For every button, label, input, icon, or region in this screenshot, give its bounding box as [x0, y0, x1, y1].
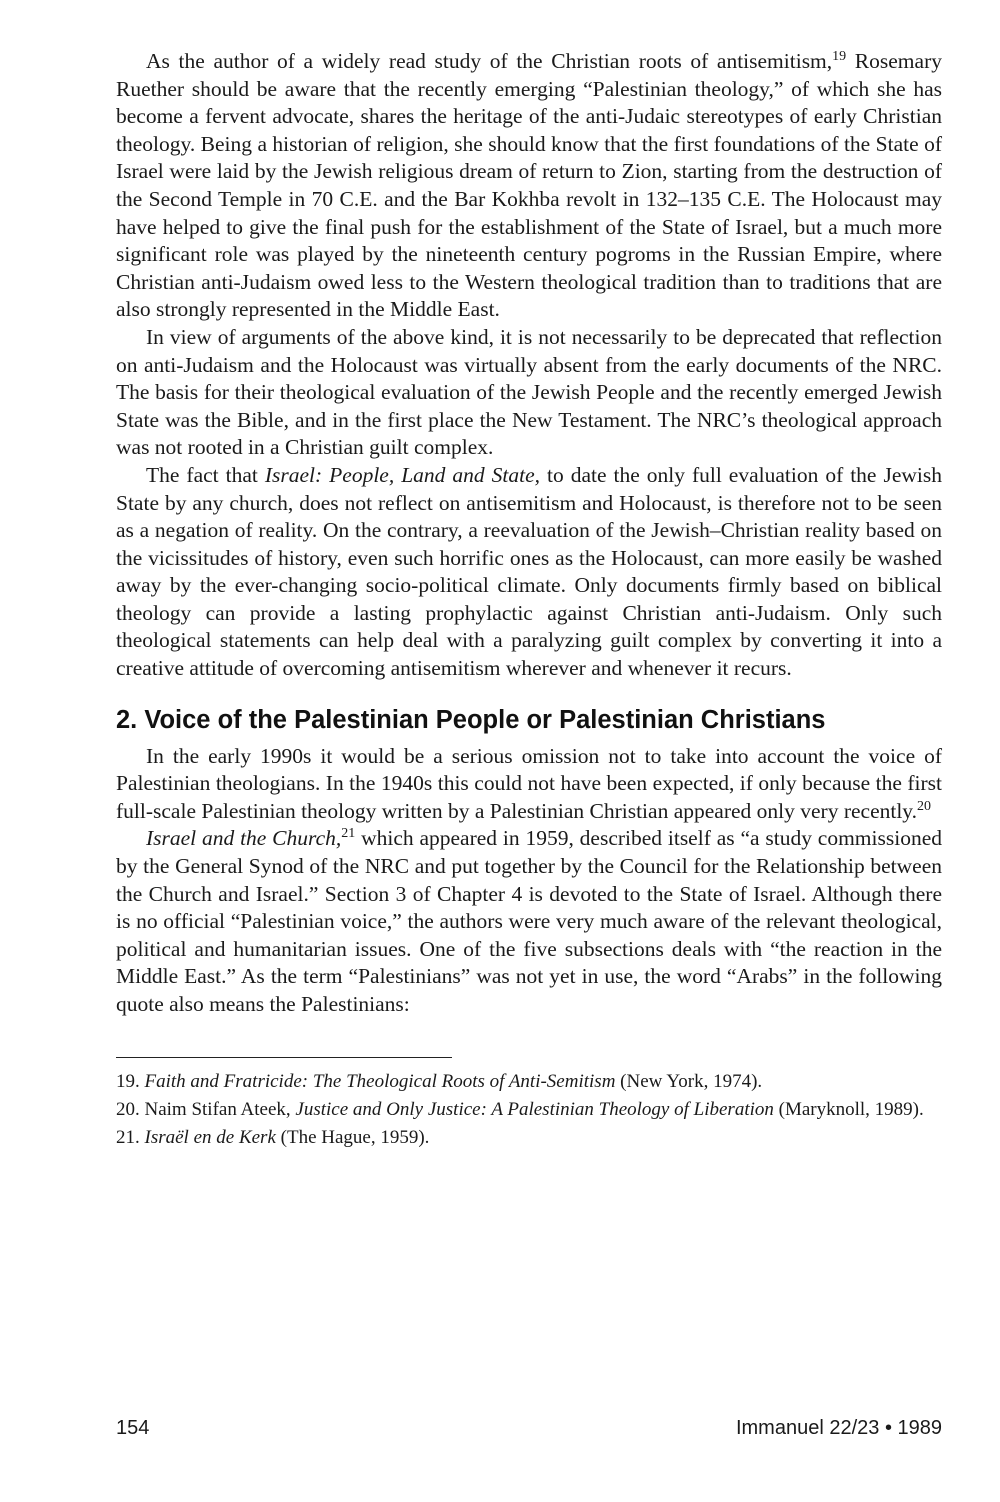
footnote-number: 19.: [116, 1070, 140, 1092]
footnote-19: [116, 1070, 942, 1094]
italic-title: Israel: People, Land and State,: [264, 462, 540, 487]
footnote-number: 21.: [116, 1126, 140, 1148]
footnote-21: [116, 1126, 942, 1150]
footnote-text: (The Hague, 1959).: [275, 1126, 430, 1148]
footnote-title: Israël en de Kerk: [144, 1126, 276, 1148]
footnote-title: Justice and Only Justice: A Palestinian Theology of Liberation: [295, 1098, 774, 1120]
section-heading: 2. Voice of the Palestinian People or Palestinian Christians: [116, 705, 826, 734]
body-paragraph-2: In view of arguments of the above kind, it is not necessarily to be deprecated that reflection on anti-Judaism and the Holocaust was virtually absent from the early documents of the NRC. The basis for their theological evaluation of the Jewish People and the recently emerged Jewish State was the Bible, and in the first place the New Testament. The NRC’s theological approach was not rooted in a Christian guilt complex.: [116, 324, 942, 460]
page-footer: [116, 1417, 942, 1447]
journal-info: Immanuel 22/23 • 1989: [735, 1417, 942, 1439]
footnote-number: 20.: [116, 1098, 140, 1120]
footnote-ref-21[interactable]: 21: [341, 826, 356, 842]
paragraph-text: In the early 1990s it would be a serious omission not to take into account the voice of Palestinian theologians. In the 1940s this could not have been expected, if only because the first full-scale Palestinian theology written by a Palestinian Christian appeared only very recently.: [116, 743, 942, 823]
paragraph-text: to date the only full evaluation of the Jewish State by any church, does not reflect on antisemitism and Holocaust, is therefore not to be seen as a negation of reality. On the contrary, a reevaluation of the Jewish–Christian reality based on the vicissitudes of history, even such horrific ones as the Holocaust, can more easily be washed away by the ever-changing socio-political climate. Only documents firmly based on biblical theology can provide a lasting prophylactic against Christian anti-Judaism. Only such theological statements can help deal with a paralyzing guilt complex by converting it into a creative attitude of overcoming antisemitism wherever and whenever it recurs.: [116, 462, 942, 681]
body-paragraph-3: [116, 462, 942, 683]
footnote-title: Faith and Fratricide: The Theological Roots of Anti-Semitism: [144, 1070, 616, 1092]
italic-title: Israel and the Church,: [146, 826, 342, 851]
footnote-ref-19[interactable]: 19: [832, 49, 847, 64]
paragraph-text: Rosemary Ruether should be aware that the recently emerging “Palestinian theology,” of which she has become a fervent advocate, shares the heritage of the anti-Judaic stereotypes of early Christian theology. Being a historian of religion, she should know that the first foundations of the State of Israel were laid by the Jewish religious dream of return to Zion, starting from the destruction of the Second Temple in 70 C.E. and the Bar Kokhba revolt in 132–135 C.E. The Holocaust may have helped to give the final push for the establishment of the State of Israel, but a much more significant role was played by the nineteenth century pogroms in the Russian Empire, where Christian anti-Judaism owed less to the Western theological tradition than to traditions that are also strongly represented in the Middle East.: [116, 49, 942, 322]
body-paragraph-4: [116, 743, 942, 826]
footnote-20: [116, 1098, 942, 1122]
footnote-text: (New York, 1974).: [615, 1070, 763, 1092]
footnote-text: (Maryknoll, 1989).: [773, 1098, 924, 1120]
page-number: 154: [116, 1417, 150, 1439]
footnote-divider: [116, 1057, 452, 1058]
paragraph-text: As the author of a widely read study of the Christian roots of antisemitism,: [146, 49, 833, 73]
page-content: [116, 48, 942, 1154]
footnote-author: Naim Stifan Ateek,: [144, 1098, 296, 1120]
footnote-ref-20[interactable]: 20: [917, 798, 932, 814]
paragraph-text: which appeared in 1959, described itself as “a study commissioned by the General Synod of the NRC and put together by the Council for the Relationship between the Church and Israel.” Section 3 of Chapter 4 is devoted to the State of Israel. Although there is no official “Palestinian voice,” the authors were very much aware of the relevant theological, political and humanitarian issues. One of the five subsections deals with “the reaction in the Middle East.” As the term “Palestinians” was not yet in use, the word “Arabs” in the following quote also means the Palestinians:: [116, 826, 942, 1016]
paragraph-text: The fact that: [146, 462, 265, 487]
body-paragraph-1: [116, 48, 942, 324]
body-paragraph-5: [116, 825, 942, 1018]
